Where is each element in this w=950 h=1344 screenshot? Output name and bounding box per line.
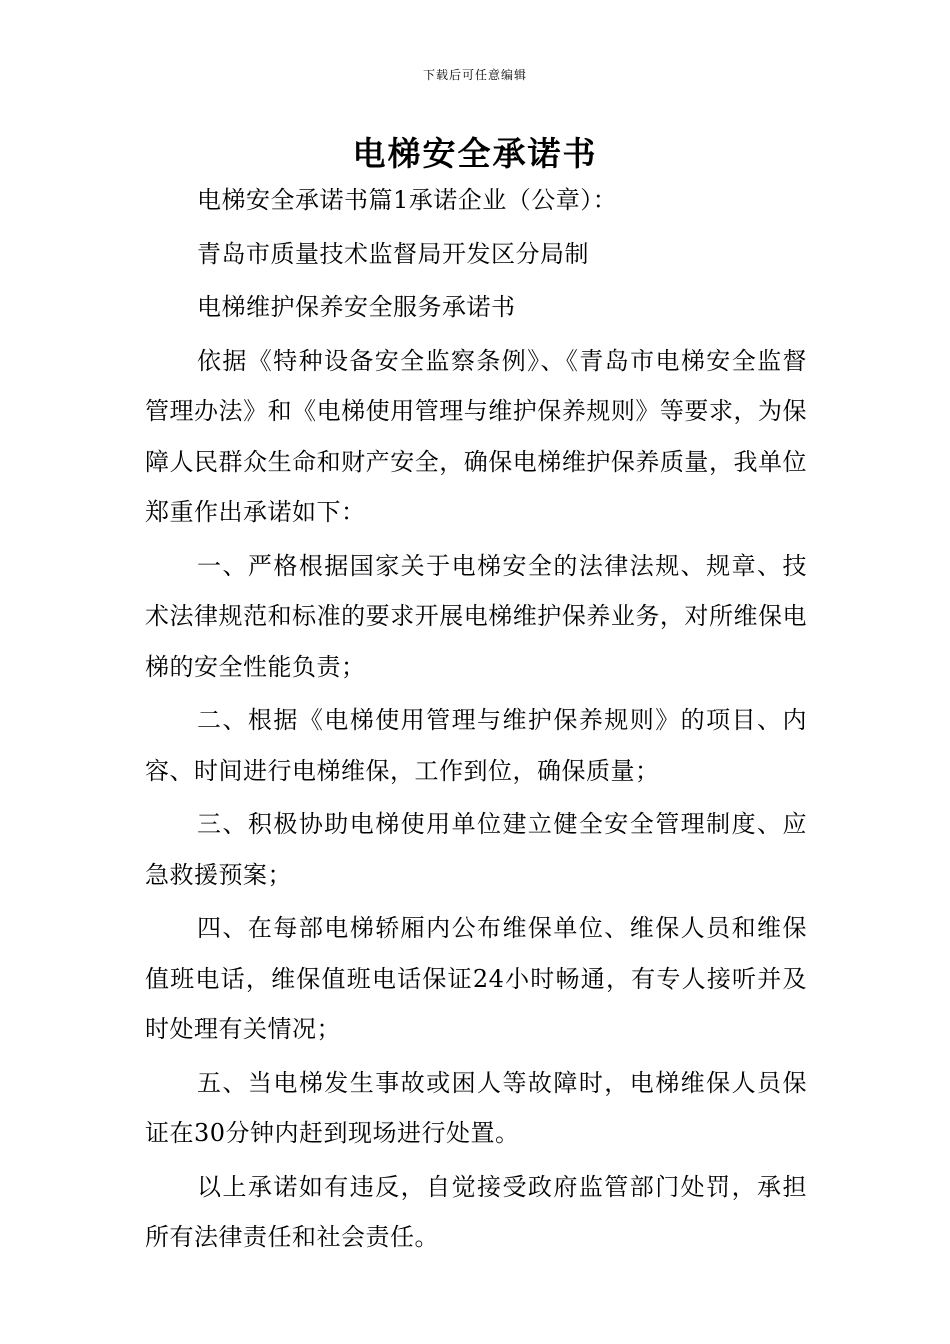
paragraph-item-4: 四、在每部电梯轿厢内公布维保单位、维保人员和维保值班电话，维保值班电话保证24小时畅通，有专人接听并及时处理有关情况； bbox=[145, 914, 807, 1043]
document-title: 电梯安全承诺书 bbox=[352, 134, 598, 173]
paragraph-item-2: 二、根据《电梯使用管理与维护保养规则》的项目、内容、时间进行电梯维保，工作到位，确保质量； bbox=[145, 706, 807, 785]
paragraph-item-5: 五、当电梯发生事故或困人等故障时，电梯维保人员保证在30分钟内赶到现场进行处置。 bbox=[145, 1068, 807, 1147]
paragraph-intro: 电梯安全承诺书篇1承诺企业（公章）： bbox=[197, 186, 618, 214]
paragraph-closing: 以上承诺如有违反，自觉接受政府监管部门处罚，承担所有法律责任和社会责任。 bbox=[145, 1172, 807, 1251]
paragraph-item-1: 一、严格根据国家关于电梯安全的法律法规、规章、技术法律规范和标准的要求开展电梯维护保养业务，对所维保电梯的安全性能负责； bbox=[145, 551, 807, 681]
paragraph-subtitle: 电梯维护保养安全服务承诺书 bbox=[197, 293, 516, 321]
paragraph-issuer: 青岛市质量技术监督局开发区分局制 bbox=[197, 239, 589, 268]
paragraph-preamble: 依据《特种设备安全监察条例》、《青岛市电梯安全监督管理办法》和《电梯使用管理与维护保养规则》等要求，为保障人民群众生命和财产安全，确保电梯维护保养质量，我单位郑重作出承诺如下： bbox=[145, 346, 807, 526]
paragraph-item-3: 三、积极协助电梯使用单位建立健全安全管理制度、应急救援预案； bbox=[145, 810, 807, 889]
document-body bbox=[145, 175, 807, 1266]
header-note: 下载后可任意编辑 bbox=[422, 68, 527, 82]
